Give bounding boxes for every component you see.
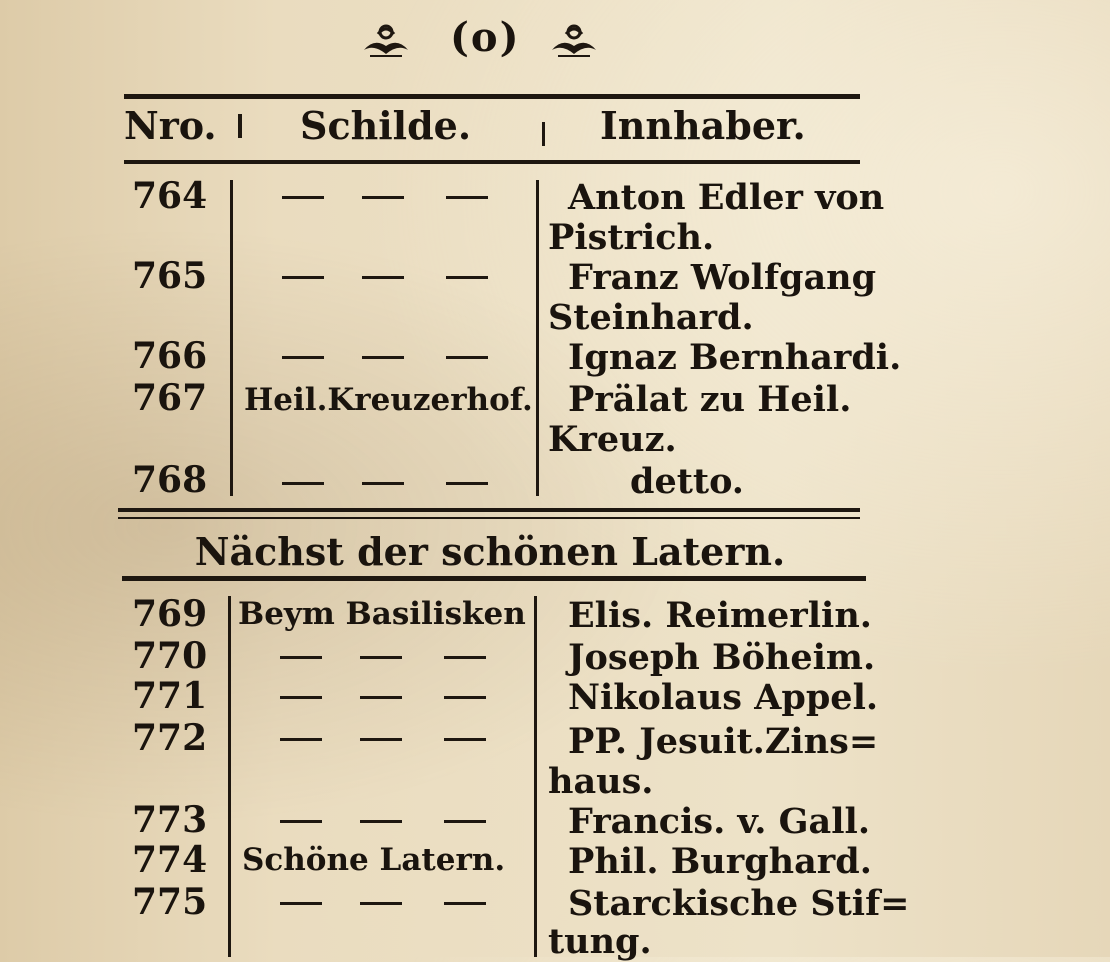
sign-name: Schöne Latern. — [242, 842, 506, 878]
ditto-mark — [282, 482, 324, 485]
right-ornament-icon — [548, 20, 600, 64]
ditto-mark — [444, 656, 486, 659]
header-innhaber: Innhaber. — [600, 103, 806, 148]
section-title: Nächst der schönen Latern. — [194, 529, 786, 574]
owner-line: Prälat zu Heil. — [568, 379, 852, 420]
ditto-mark — [444, 696, 486, 699]
ditto-mark — [444, 738, 486, 741]
owner-line: Francis. v. Gall. — [568, 801, 871, 842]
owner-line: Joseph Böheim. — [568, 637, 876, 678]
ditto-mark — [362, 356, 404, 359]
ditto-mark — [360, 820, 402, 823]
ditto-mark — [446, 276, 488, 279]
owner-line: Anton Edler von — [568, 177, 885, 218]
sign-name: Heil.Kreuzerhof. — [244, 382, 533, 418]
group1-column-line-left — [230, 180, 233, 496]
ditto-mark — [360, 656, 402, 659]
page-number: (o) — [450, 14, 521, 61]
owner-line: Ignaz Bernhardi. — [568, 337, 902, 378]
ditto-mark — [362, 196, 404, 199]
owner-line: PP. Jesuit.Zins= — [568, 721, 879, 762]
ditto-mark — [282, 196, 324, 199]
owner-line: Kreuz. — [548, 419, 677, 460]
ditto-mark — [444, 902, 486, 905]
ditto-mark — [280, 902, 322, 905]
ditto-mark — [362, 276, 404, 279]
ditto-mark — [360, 696, 402, 699]
ditto-mark — [446, 482, 488, 485]
ditto-mark — [282, 276, 324, 279]
owner-line: Phil. Burghard. — [568, 841, 872, 882]
group2-column-line-left — [228, 596, 231, 957]
header-schilde: Schilde. — [300, 103, 472, 148]
owner-line: haus. — [548, 761, 654, 802]
group2-column-line-right — [534, 596, 537, 957]
owner-line: Pistrich. — [548, 217, 715, 258]
row-number: 773 — [132, 799, 208, 841]
group1-bottom-rule-thin — [118, 517, 860, 519]
row-number: 765 — [132, 255, 208, 297]
group1-column-line-right — [536, 180, 539, 496]
left-ornament-icon — [360, 20, 412, 64]
ditto-mark — [280, 820, 322, 823]
sign-name: Beym Basilisken — [238, 596, 526, 632]
row-number: 771 — [132, 675, 208, 717]
row-number: 768 — [132, 459, 208, 501]
owner-line: Starckische Stif= — [568, 883, 910, 924]
row-number: 767 — [132, 377, 208, 419]
row-number: 764 — [132, 175, 208, 217]
ditto-mark — [282, 356, 324, 359]
row-number: 769 — [132, 593, 208, 635]
owner-line: tung. — [548, 921, 652, 962]
header-nro: Nro. — [124, 103, 217, 148]
ditto-mark — [360, 902, 402, 905]
owner-line: Steinhard. — [548, 297, 754, 338]
owner-line: Elis. Reimerlin. — [568, 595, 872, 636]
header-separator-1 — [238, 114, 242, 138]
top-rule — [124, 94, 860, 99]
ditto-mark — [446, 196, 488, 199]
row-number: 772 — [132, 717, 208, 759]
ditto-mark — [280, 738, 322, 741]
ditto-mark — [362, 482, 404, 485]
row-number: 775 — [132, 881, 208, 923]
section-rule — [122, 576, 866, 581]
page-header — [360, 12, 610, 72]
header-separator-2 — [542, 122, 545, 146]
row-number: 766 — [132, 335, 208, 377]
row-number: 774 — [132, 839, 208, 881]
ditto-mark — [446, 356, 488, 359]
group1-bottom-rule — [118, 508, 860, 512]
header-rule — [124, 160, 860, 164]
ditto-mark — [280, 696, 322, 699]
ditto-mark — [444, 820, 486, 823]
ditto-mark — [360, 738, 402, 741]
owner-line: Nikolaus Appel. — [568, 677, 879, 718]
ditto-mark — [280, 656, 322, 659]
row-number: 770 — [132, 635, 208, 677]
owner-line: detto. — [630, 461, 744, 502]
owner-line: Franz Wolfgang — [568, 257, 877, 298]
